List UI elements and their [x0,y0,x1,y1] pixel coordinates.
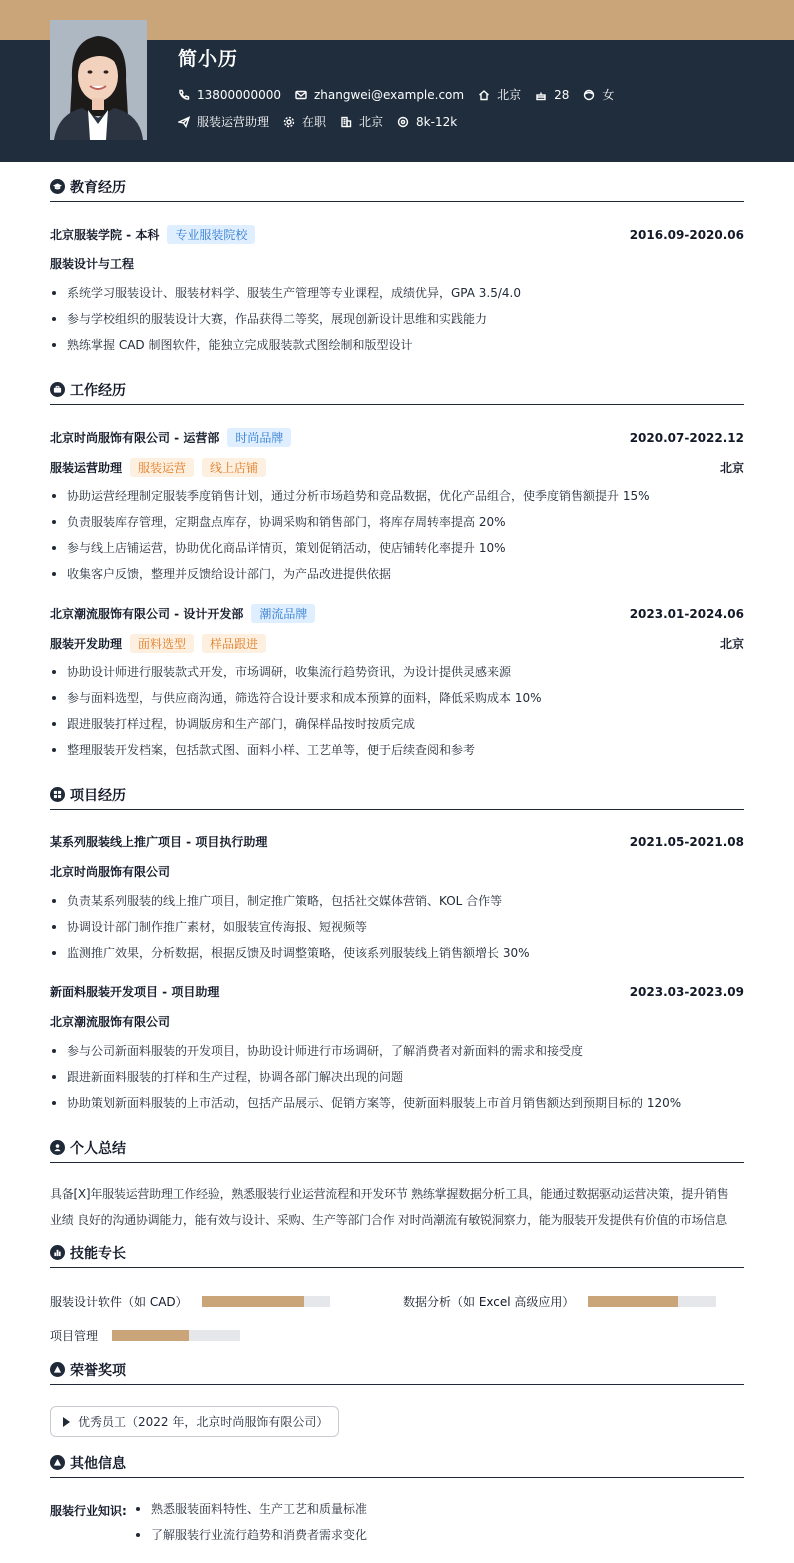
caret-right-icon [63,1417,70,1427]
skill-item [50,1293,330,1310]
avatar [50,20,147,140]
list-item: 参与公司新面料服装的开发项目，协助设计师进行市场调研，了解消费者对新面料的需求和接受度 [50,1038,744,1064]
honor-item-text: 优秀员工（2022 年，北京时尚服饰有限公司） [78,1415,329,1429]
list-item: 了解服装行业流行趋势和消费者需求变化 [134,1522,367,1548]
job-city: 北京 [719,637,744,651]
list-item: 协助策划新面料服装的上市活动，包括产品展示、促销方案等，使新面料服装上市首月销售额达到预期目标的 120% [50,1090,744,1116]
summary-header [50,1139,744,1163]
job-1-bullets [50,483,744,587]
work-title: 工作经历 [70,382,126,399]
job-period: 2023.01-2024.06 [629,606,744,621]
education-school-row [50,225,744,244]
skill-name: 数据分析（如 Excel 高级应用） [403,1295,575,1309]
gender-icon [583,89,595,101]
project-section [50,786,744,1126]
skill-bar-fill [588,1296,678,1307]
list-item: 协调设计部门制作推广素材，如服装宣传海报、短视频等 [50,914,744,940]
other-section [50,1454,744,1554]
gear-icon [283,116,295,128]
job-company: 北京潮流服饰有限公司 - 设计开发部 [50,607,244,621]
skill-bar-fill [202,1296,304,1307]
education-section [50,178,744,368]
list-item: 系统学习服装设计、服装材料学、服装生产管理等专业课程，成绩优异，GPA 3.5/4.0 [50,280,744,306]
user-icon [50,1140,65,1155]
project-name: 新面料服装开发项目 - 项目助理 [50,985,220,999]
honors-header [50,1361,744,1385]
hometown-item [478,86,521,103]
project-period: 2021.05-2021.08 [629,834,744,849]
project-2-bullets [50,1038,744,1116]
target-position-item [178,113,269,130]
job-1-company-row [50,428,744,447]
graduation-cap-icon [50,179,65,194]
job-2-bullets [50,659,744,763]
send-icon [178,116,190,128]
list-item: 协助运营经理制定服装季度销售计划，通过分析市场趋势和竞品数据，优化产品组合，使季度销售额提升 15% [50,483,744,509]
skills-header [50,1244,744,1268]
education-title: 教育经历 [70,179,126,196]
job-2-role-row [50,634,744,653]
list-item: 跟进服装打样过程，协调版房和生产部门，确保样品按时按质完成 [50,711,744,737]
email-item[interactable] [295,88,464,102]
age-text: 28 [554,87,570,102]
role-tag: 线上店铺 [202,458,266,477]
target-position-text: 服装运营助理 [197,115,270,129]
job-1-role-row [50,458,744,477]
gender-text: 女 [602,88,615,102]
honors-section [50,1361,744,1441]
skill-name: 服装设计软件（如 CAD） [50,1295,188,1309]
summary-line: 业绩 良好的沟通协调能力，能有效与设计、采购、生产等部门合作 对时尚潮流有敏锐洞察力，能为服装开发提供有价值的市场信息 [50,1213,727,1227]
award-icon [50,1362,65,1377]
honors-title: 荣誉奖项 [70,1362,126,1379]
job-city: 北京 [719,461,744,475]
work-header [50,381,744,405]
summary-text [50,1181,744,1233]
phone-item[interactable] [178,88,281,102]
project-2-company-row [50,1013,744,1030]
job-period: 2020.07-2022.12 [629,430,744,445]
age-item [535,88,569,102]
list-item: 整理服装开发档案，包括款式图、面料小样、工艺单等，便于后续查阅和参考 [50,737,744,763]
info-icon [50,1455,65,1470]
mail-icon [295,89,307,101]
hometown-text: 北京 [497,88,522,102]
home-icon [478,89,490,101]
work-section [50,381,744,776]
list-item: 跟进新面料服装的打样和生产过程，协调各部门解决出现的问题 [50,1064,744,1090]
status-item [283,113,326,130]
grid-icon [50,787,65,802]
summary-section [50,1139,744,1234]
job-role: 服装开发助理 [50,637,123,651]
school-name: 北京服装学院 - 本科 [50,228,160,242]
job-intent-row [178,113,471,130]
salary-text: 8k-12k [416,114,458,129]
project-1-bullets [50,888,744,966]
project-header [50,786,744,810]
phone-text: 13800000000 [197,87,281,102]
project-company: 北京时尚服饰有限公司 [50,865,171,879]
skill-item [50,1327,240,1344]
project-name: 某系列服装线上推广项目 - 项目执行助理 [50,835,268,849]
skill-bar [112,1330,240,1341]
list-item: 收集客户反馈，整理并反馈给设计部门，为产品改进提供依据 [50,561,744,587]
summary-title: 个人总结 [70,1140,126,1157]
cake-icon [535,89,547,101]
company-tag: 时尚品牌 [227,428,291,447]
candidate-name: 简小历 [178,48,239,70]
education-major-row [50,255,744,272]
coin-icon [397,116,409,128]
list-item: 负责某系列服装的线上推广项目，制定推广策略，包括社交媒体营销、KOL 合作等 [50,888,744,914]
project-company: 北京潮流服饰有限公司 [50,1015,171,1029]
skill-bar-fill [112,1330,189,1341]
list-item: 监测推广效果，分析数据，根据反馈及时调整策略，使该系列服装线上销售额增长 30% [50,940,744,966]
target-city-item [340,113,383,130]
job-2-company-row [50,604,744,623]
list-item: 参与线上店铺运营，协助优化商品详情页，策划促销活动，使店铺转化率提升 10% [50,535,744,561]
role-tag: 样品跟进 [202,634,266,653]
education-period: 2016.09-2020.06 [629,227,744,242]
major-name: 服装设计与工程 [50,257,135,271]
other-list [134,1496,367,1548]
job-role: 服装运营助理 [50,461,123,475]
skill-name: 项目管理 [50,1329,99,1343]
list-item: 参与学校组织的服装设计大赛，作品获得二等奖，展现创新设计思维和实践能力 [50,306,744,332]
skill-item [403,1293,716,1310]
salary-item [397,115,457,129]
school-tag: 专业服装院校 [167,225,255,244]
building-icon [340,116,352,128]
gender-item [583,86,614,103]
skill-bar [202,1296,330,1307]
email-text: zhangwei@example.com [313,87,465,102]
honor-item-toggle[interactable] [50,1406,339,1437]
list-item: 熟悉服装面料特性、生产工艺和质量标准 [134,1496,367,1522]
skill-bar [588,1296,716,1307]
target-city-text: 北京 [359,115,384,129]
list-item: 协助设计师进行服装款式开发，市场调研，收集流行趋势资讯，为设计提供灵感来源 [50,659,744,685]
list-item: 熟练掌握 CAD 制图软件，能独立完成服装款式图绘制和版型设计 [50,332,744,358]
chart-bar-icon [50,1245,65,1260]
list-item: 负责服装库存管理，定期盘点库存，协调采购和销售部门，将库存周转率提高 20% [50,509,744,535]
other-title: 其他信息 [70,1455,126,1472]
role-tag: 服装运营 [130,458,194,477]
contact-row [178,86,628,103]
company-tag: 潮流品牌 [251,604,315,623]
role-tag: 面料选型 [130,634,194,653]
other-label: 服装行业知识: [50,1504,127,1518]
project-1-name-row [50,833,744,850]
briefcase-icon [50,382,65,397]
project-title: 项目经历 [70,787,126,804]
other-header [50,1454,744,1478]
skills-section [50,1244,744,1349]
education-bullets [50,280,744,358]
skills-title: 技能专长 [70,1245,126,1262]
project-period: 2023.03-2023.09 [629,984,744,999]
list-item: 参与面料选型，与供应商沟通，筛选符合设计要求和成本预算的面料，降低采购成本 10% [50,685,744,711]
phone-icon [178,89,190,101]
project-1-company-row [50,863,744,880]
education-header [50,178,744,202]
project-2-name-row [50,983,744,1000]
job-company: 北京时尚服饰有限公司 - 运营部 [50,431,220,445]
summary-line: 具备[X]年服装运营助理工作经验，熟悉服装行业运营流程和开发环节 熟练掌握数据分析工具，能通过数据驱动运营决策，提升销售 [50,1187,729,1201]
status-text: 在职 [302,115,327,129]
